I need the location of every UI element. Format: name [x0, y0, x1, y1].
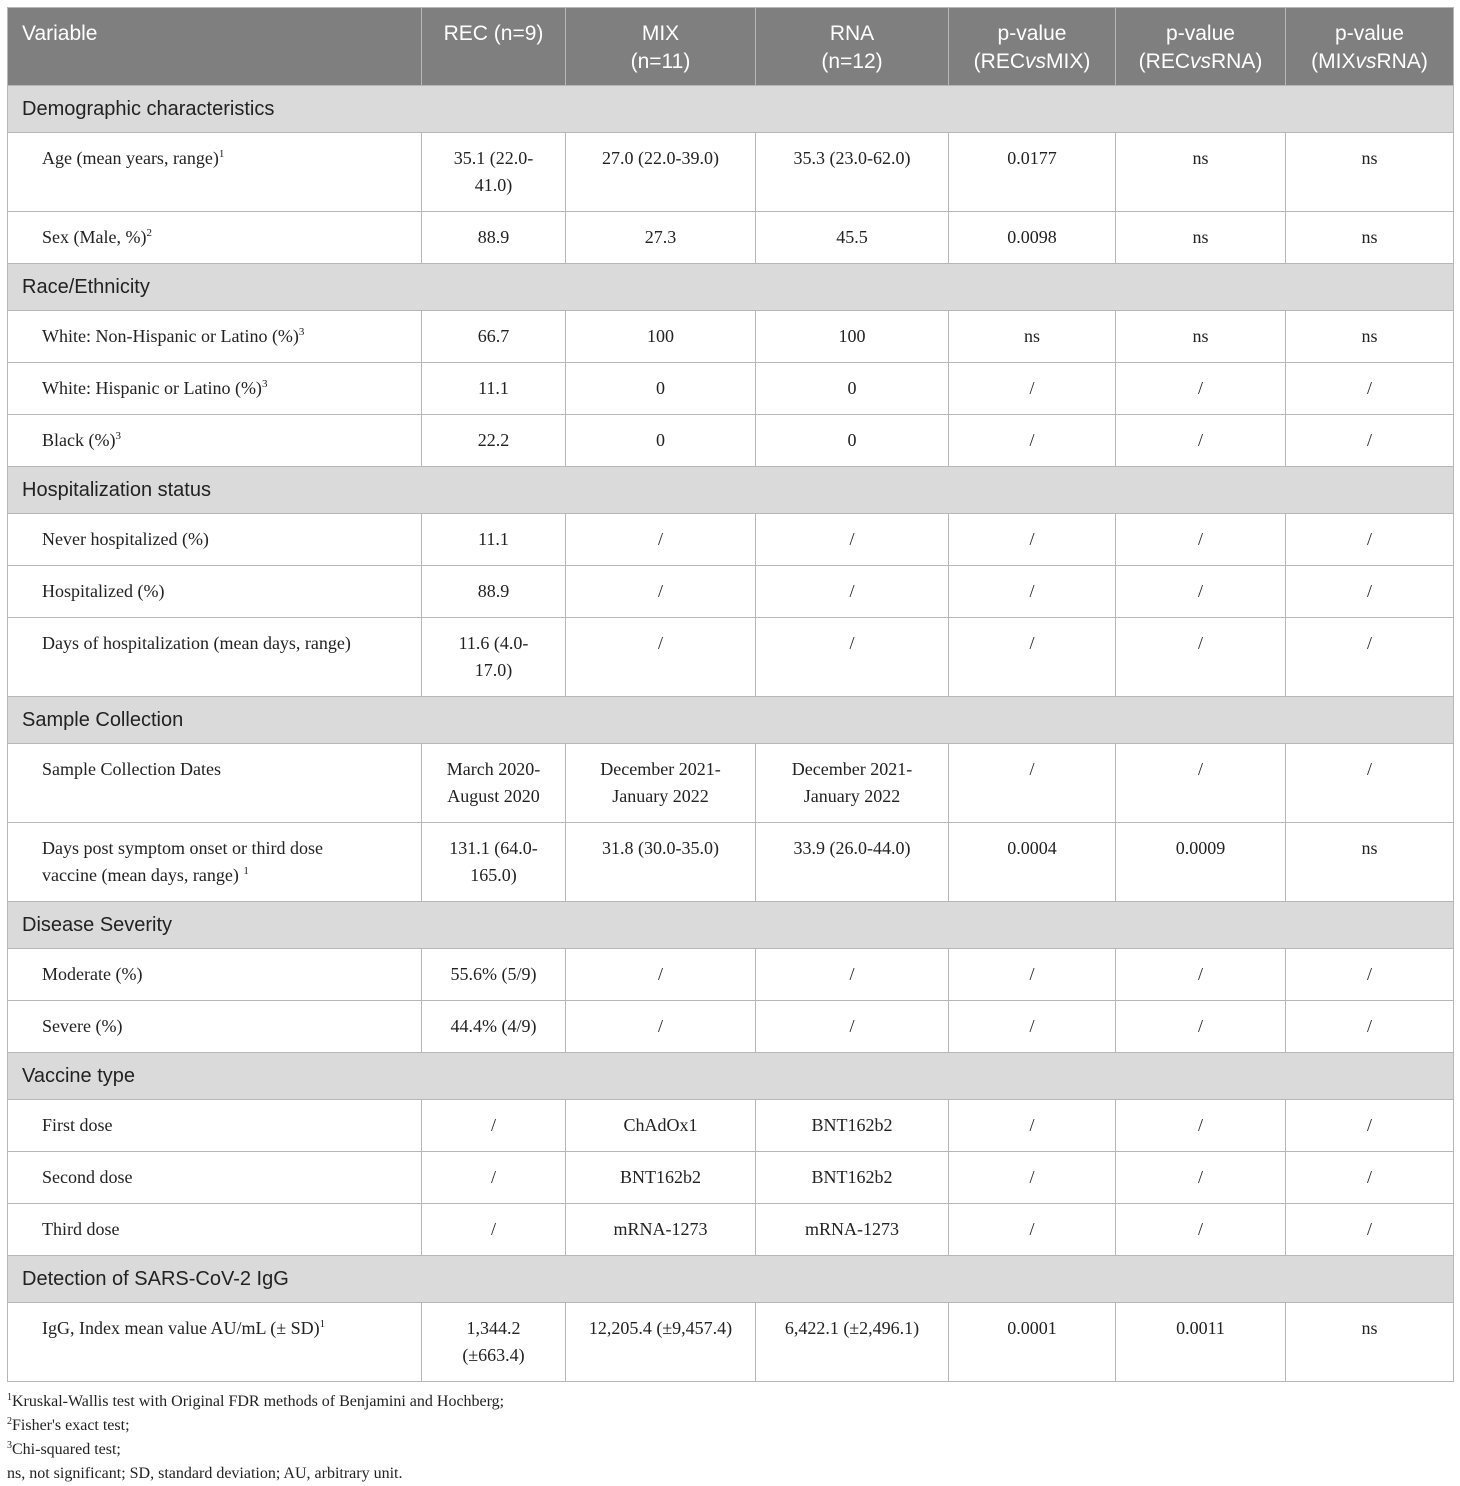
- cell-p-rec-mix: 0.0001: [949, 1303, 1116, 1382]
- footnote-text: Chi-squared test;: [12, 1441, 121, 1458]
- cell-rec: 11.1: [422, 514, 566, 566]
- cell-mix: 100: [566, 311, 756, 363]
- row-label: [8, 133, 422, 212]
- cell-rna: 0: [756, 415, 949, 467]
- row-label: [8, 1204, 422, 1256]
- cell-rec: /: [422, 1204, 566, 1256]
- section-title: Vaccine type: [8, 1053, 1454, 1100]
- row-label: [8, 415, 422, 467]
- section-row: [8, 902, 1454, 949]
- cell-mix: 0: [566, 415, 756, 467]
- cell-p-rec-mix: /: [949, 566, 1116, 618]
- cell-p-rec-rna: /: [1116, 363, 1286, 415]
- row-label-text: White: Hispanic or Latino (%): [42, 378, 262, 398]
- footnote: [7, 1438, 1453, 1462]
- cell-rec: 66.7: [422, 311, 566, 363]
- cell-rec: 55.6% (5/9): [422, 949, 566, 1001]
- footnote-marker: 1: [218, 148, 225, 160]
- row-label-text: Sex (Male, %): [42, 227, 147, 247]
- cell-rna: /: [756, 618, 949, 697]
- section-row: [8, 1256, 1454, 1303]
- footnote: [7, 1462, 1453, 1486]
- cell-rna: 33.9 (26.0-44.0): [756, 823, 949, 902]
- row-label-text: Sample Collection Dates: [42, 759, 221, 779]
- row-label: [8, 514, 422, 566]
- row-label-text: Hospitalized (%): [42, 581, 165, 601]
- cell-p-rec-rna: /: [1116, 415, 1286, 467]
- cell-p-mix-rna: /: [1286, 415, 1454, 467]
- cell-mix: December 2021- January 2022: [566, 744, 756, 823]
- section-title: Race/Ethnicity: [8, 264, 1454, 311]
- section-row: [8, 86, 1454, 133]
- row-label-text: Black (%): [42, 430, 116, 450]
- table-row: [8, 1100, 1454, 1152]
- cell-p-mix-rna: ns: [1286, 133, 1454, 212]
- table-row: [8, 212, 1454, 264]
- cell-mix: ChAdOx1: [566, 1100, 756, 1152]
- footnote-text: ns, not significant; SD, standard deviation; AU, arbitrary unit.: [7, 1465, 403, 1482]
- cell-p-rec-rna: /: [1116, 1152, 1286, 1204]
- row-label-text: White: Non-Hispanic or Latino (%): [42, 326, 299, 346]
- footnote-number: 1: [7, 1392, 12, 1403]
- cell-rna: BNT162b2: [756, 1100, 949, 1152]
- table-row: [8, 1152, 1454, 1204]
- table-row: [8, 514, 1454, 566]
- cell-p-rec-mix: /: [949, 1001, 1116, 1053]
- row-label: [8, 212, 422, 264]
- cell-p-rec-rna: ns: [1116, 133, 1286, 212]
- cell-p-mix-rna: /: [1286, 744, 1454, 823]
- row-label-text: Days post symptom onset or third dose vaccine (mean days, range): [42, 838, 323, 885]
- cell-rec: /: [422, 1100, 566, 1152]
- footnote: [7, 1390, 1453, 1414]
- cell-rna: 6,422.1 (±2,496.1): [756, 1303, 949, 1382]
- footnote-marker: 2: [146, 227, 152, 239]
- cell-p-mix-rna: ns: [1286, 212, 1454, 264]
- cell-p-rec-rna: /: [1116, 1100, 1286, 1152]
- cell-p-mix-rna: /: [1286, 1100, 1454, 1152]
- section-title: Demographic characteristics: [8, 86, 1454, 133]
- table-row: [8, 618, 1454, 697]
- cell-rec: 35.1 (22.0- 41.0): [422, 133, 566, 212]
- cell-rec: 88.9: [422, 212, 566, 264]
- row-label: [8, 566, 422, 618]
- cell-p-mix-rna: /: [1286, 566, 1454, 618]
- row-label: [8, 363, 422, 415]
- cell-p-rec-rna: /: [1116, 618, 1286, 697]
- cell-mix: 31.8 (30.0-35.0): [566, 823, 756, 902]
- header-variable: Variable: [8, 8, 422, 86]
- cell-p-rec-rna: /: [1116, 949, 1286, 1001]
- cell-p-mix-rna: /: [1286, 949, 1454, 1001]
- cell-p-mix-rna: /: [1286, 514, 1454, 566]
- cell-p-rec-mix: /: [949, 1100, 1116, 1152]
- cell-p-rec-rna: 0.0009: [1116, 823, 1286, 902]
- row-label: [8, 1100, 422, 1152]
- cell-p-rec-mix: /: [949, 949, 1116, 1001]
- cell-p-rec-mix: 0.0004: [949, 823, 1116, 902]
- cell-rna: /: [756, 566, 949, 618]
- row-label-text: Third dose: [42, 1219, 120, 1239]
- section-title: Disease Severity: [8, 902, 1454, 949]
- table-wrapper: [7, 7, 1453, 1486]
- cell-rec: /: [422, 1152, 566, 1204]
- cell-mix: /: [566, 566, 756, 618]
- footnote-marker: 3: [261, 378, 268, 390]
- footnote-marker: 1: [243, 865, 249, 877]
- table-row: [8, 1204, 1454, 1256]
- row-label: [8, 311, 422, 363]
- row-label: [8, 1152, 422, 1204]
- cell-p-rec-mix: 0.0177: [949, 133, 1116, 212]
- cell-p-rec-rna: /: [1116, 566, 1286, 618]
- cell-rna: BNT162b2: [756, 1152, 949, 1204]
- section-title: Sample Collection: [8, 697, 1454, 744]
- cell-p-rec-mix: /: [949, 618, 1116, 697]
- cell-rna: December 2021- January 2022: [756, 744, 949, 823]
- cell-mix: 27.0 (22.0-39.0): [566, 133, 756, 212]
- table-row: [8, 1001, 1454, 1053]
- footnote-number: 3: [7, 1440, 12, 1451]
- cell-mix: /: [566, 618, 756, 697]
- table-row: [8, 133, 1454, 212]
- section-row: [8, 1053, 1454, 1100]
- cell-p-mix-rna: /: [1286, 618, 1454, 697]
- table-row: [8, 566, 1454, 618]
- cell-rna: 0: [756, 363, 949, 415]
- cell-p-mix-rna: ns: [1286, 823, 1454, 902]
- row-label: [8, 744, 422, 823]
- table-row: [8, 949, 1454, 1001]
- cell-rec: 131.1 (64.0- 165.0): [422, 823, 566, 902]
- row-label-text: Severe (%): [42, 1016, 123, 1036]
- footnote-number: 2: [7, 1416, 12, 1427]
- header-p-rec-rna: p-value (RECvsRNA): [1116, 8, 1286, 86]
- cell-p-rec-rna: /: [1116, 744, 1286, 823]
- cell-mix: 27.3: [566, 212, 756, 264]
- cell-rna: /: [756, 949, 949, 1001]
- cell-mix: /: [566, 949, 756, 1001]
- section-title: Hospitalization status: [8, 467, 1454, 514]
- cell-p-mix-rna: /: [1286, 1001, 1454, 1053]
- cell-p-rec-rna: /: [1116, 1204, 1286, 1256]
- header-p-rec-mix: p-value (RECvsMIX): [949, 8, 1116, 86]
- cell-rec: 1,344.2 (±663.4): [422, 1303, 566, 1382]
- row-label-text: IgG, Index mean value AU/mL (± SD): [42, 1318, 320, 1338]
- row-label-text: Never hospitalized (%): [42, 529, 209, 549]
- cell-rna: 45.5: [756, 212, 949, 264]
- cell-p-rec-mix: ns: [949, 311, 1116, 363]
- table-row: [8, 744, 1454, 823]
- cell-rna: mRNA-1273: [756, 1204, 949, 1256]
- cell-rna: 100: [756, 311, 949, 363]
- row-label-text: Days of hospitalization (mean days, range): [42, 633, 351, 653]
- cell-mix: BNT162b2: [566, 1152, 756, 1204]
- cell-rec: 11.6 (4.0- 17.0): [422, 618, 566, 697]
- cell-p-rec-mix: 0.0098: [949, 212, 1116, 264]
- cell-p-rec-mix: /: [949, 514, 1116, 566]
- section-title: Detection of SARS-CoV-2 IgG: [8, 1256, 1454, 1303]
- cell-rec: March 2020- August 2020: [422, 744, 566, 823]
- cell-mix: 0: [566, 363, 756, 415]
- cell-mix: 12,205.4 (±9,457.4): [566, 1303, 756, 1382]
- cell-rna: /: [756, 1001, 949, 1053]
- cell-p-rec-mix: /: [949, 415, 1116, 467]
- cell-p-rec-rna: /: [1116, 514, 1286, 566]
- row-label: [8, 618, 422, 697]
- cell-mix: mRNA-1273: [566, 1204, 756, 1256]
- cell-rec: 11.1: [422, 363, 566, 415]
- table-row: [8, 1303, 1454, 1382]
- cell-p-rec-mix: /: [949, 1152, 1116, 1204]
- row-label-text: Second dose: [42, 1167, 133, 1187]
- characteristics-table: [7, 7, 1454, 1382]
- row-label: [8, 1001, 422, 1053]
- table-row: [8, 311, 1454, 363]
- header-p-mix-rna: p-value (MIXvsRNA): [1286, 8, 1454, 86]
- cell-p-mix-rna: /: [1286, 363, 1454, 415]
- cell-p-rec-rna: /: [1116, 1001, 1286, 1053]
- table-row: [8, 415, 1454, 467]
- footnote-text: Kruskal-Wallis test with Original FDR methods of Benjamini and Hochberg;: [12, 1393, 505, 1410]
- cell-mix: /: [566, 1001, 756, 1053]
- cell-p-rec-rna: ns: [1116, 311, 1286, 363]
- section-row: [8, 467, 1454, 514]
- table-row: [8, 823, 1454, 902]
- footnote-marker: 1: [319, 1318, 326, 1330]
- table-row: [8, 363, 1454, 415]
- row-label: [8, 949, 422, 1001]
- footnote: [7, 1414, 1453, 1438]
- row-label-text: Moderate (%): [42, 964, 143, 984]
- cell-p-rec-mix: /: [949, 363, 1116, 415]
- cell-p-mix-rna: /: [1286, 1204, 1454, 1256]
- footnotes: [7, 1390, 1453, 1486]
- cell-p-rec-mix: /: [949, 744, 1116, 823]
- row-label: [8, 823, 422, 902]
- cell-mix: /: [566, 514, 756, 566]
- cell-p-rec-mix: /: [949, 1204, 1116, 1256]
- table-body: [8, 86, 1454, 1382]
- cell-p-mix-rna: ns: [1286, 311, 1454, 363]
- cell-p-mix-rna: ns: [1286, 1303, 1454, 1382]
- header-rna: RNA (n=12): [756, 8, 949, 86]
- footnote-marker: 3: [298, 326, 305, 338]
- row-label-text: Age (mean years, range): [42, 148, 219, 168]
- cell-rec: 88.9: [422, 566, 566, 618]
- cell-rna: 35.3 (23.0-62.0): [756, 133, 949, 212]
- header-rec: REC (n=9): [422, 8, 566, 86]
- row-label-text: First dose: [42, 1115, 113, 1135]
- row-label: [8, 1303, 422, 1382]
- cell-rna: /: [756, 514, 949, 566]
- cell-rec: 22.2: [422, 415, 566, 467]
- header-row: [8, 8, 1454, 86]
- footnote-text: Fisher's exact test;: [12, 1417, 130, 1434]
- cell-p-rec-rna: ns: [1116, 212, 1286, 264]
- cell-p-rec-rna: 0.0011: [1116, 1303, 1286, 1382]
- cell-p-mix-rna: /: [1286, 1152, 1454, 1204]
- section-row: [8, 264, 1454, 311]
- section-row: [8, 697, 1454, 744]
- footnote-marker: 3: [115, 430, 121, 442]
- header-mix: MIX (n=11): [566, 8, 756, 86]
- cell-rec: 44.4% (4/9): [422, 1001, 566, 1053]
